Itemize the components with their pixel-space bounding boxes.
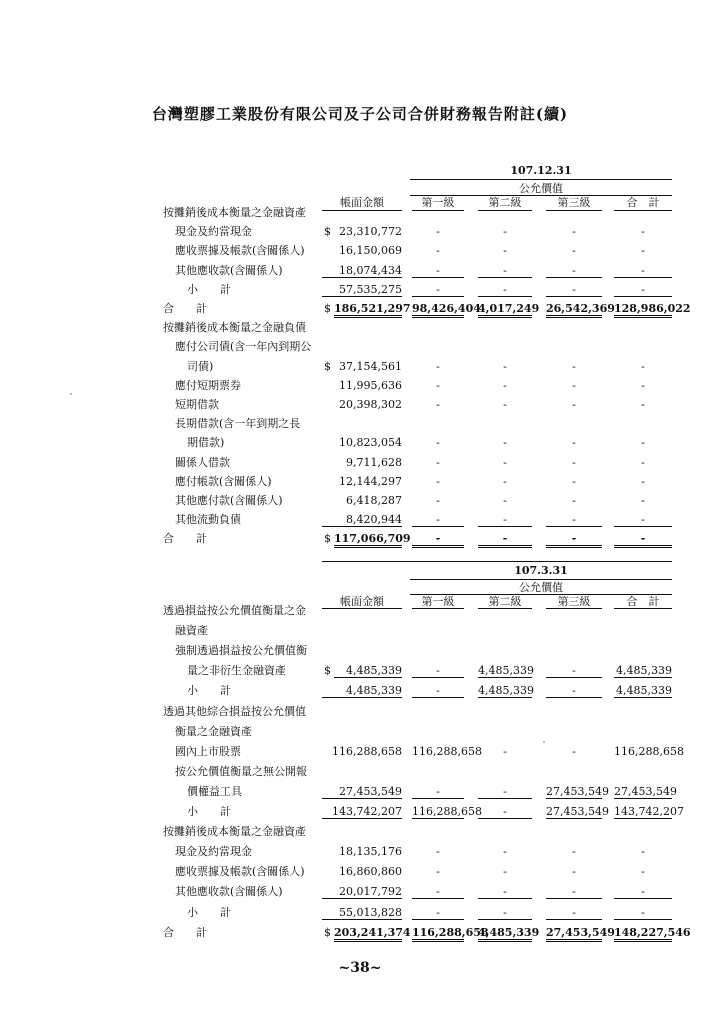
carrying-amount-cell: 12,144,297 [339, 474, 402, 488]
page-number: ~38~ [338, 960, 382, 976]
level3-cell: - [572, 436, 576, 450]
dollar-sign: $ [324, 225, 331, 239]
table-row [0, 376, 720, 395]
level3-cell: 27,453,549 [546, 923, 602, 942]
carrying-amount-cell [322, 621, 402, 637]
total-cell: - [614, 882, 672, 899]
carrying-amount-cell [322, 702, 402, 718]
level1-cell [412, 641, 464, 657]
level2-cell: - [503, 436, 507, 450]
level1-cell: - [436, 378, 440, 392]
level3-cell: - [572, 359, 576, 373]
level3-cell: - [546, 661, 602, 678]
level3-cell: - [572, 225, 576, 239]
level1-cell: - [436, 474, 440, 488]
level1-cell [412, 762, 464, 778]
level3-cell: - [572, 378, 576, 392]
table-row [0, 222, 720, 241]
level2-cell [478, 641, 532, 657]
carrying-amount-cell: 18,135,176 [339, 845, 402, 859]
carrying-amount-cell: 37,154,561 [339, 359, 402, 373]
total-cell [614, 318, 672, 334]
total-cell [614, 641, 672, 657]
total-cell: 4,485,339 [614, 681, 672, 698]
row-label: 透過其他綜合損益按公允價值 [163, 704, 306, 718]
carrying-amount-cell: 6,418,287 [346, 494, 402, 507]
row-label: 應付公司債(含一年內到期公 [175, 340, 312, 354]
header-rule [322, 561, 672, 562]
row-label: 價權益工具 [187, 784, 242, 798]
total-cell [614, 203, 672, 219]
level1-cell [412, 601, 464, 617]
total-cell [614, 702, 672, 718]
level3-cell: 26,542,369 [546, 299, 602, 318]
level1-cell: 98,426,404 [412, 299, 464, 318]
row-label: 其他應付款(含關係人) [175, 494, 283, 507]
total-cell: - [614, 261, 672, 278]
row-label: 融資產 [175, 624, 208, 638]
level1-cell: 116,288,658 [412, 802, 464, 819]
carrying-amount-cell [322, 822, 402, 838]
level3-cell: - [546, 280, 602, 297]
level2-cell: - [478, 529, 532, 548]
level3-cell: - [572, 845, 576, 859]
total-cell: - [641, 359, 645, 373]
level2-cell [478, 337, 532, 353]
row-label: 合 計 [163, 302, 207, 315]
table-row [0, 621, 720, 640]
row-label: 關係人借款 [175, 455, 230, 469]
row-label: 按公允價值衡量之無公開報 [175, 764, 307, 778]
row-label: 應收票據及帳款(含關係人) [175, 244, 305, 258]
total-cell: - [641, 378, 645, 392]
carrying-amount-cell: 16,860,860 [339, 865, 402, 879]
level2-cell: - [503, 378, 507, 392]
carrying-amount-cell: 55,013,828 [322, 903, 402, 920]
table-row [0, 241, 720, 260]
table-row [0, 529, 720, 548]
total-cell: - [614, 280, 672, 297]
row-label: 按攤銷後成本衡量之金融負債 [163, 321, 306, 335]
row-label: 現金及約當現金 [175, 845, 252, 859]
level2-cell: - [503, 474, 507, 488]
row-label: 短期借款 [175, 398, 219, 411]
total-cell: - [641, 845, 645, 859]
level1-cell: - [436, 845, 440, 859]
table-row [0, 782, 720, 801]
table-row [0, 862, 720, 881]
row-label: 衡量之金融資產 [175, 724, 252, 738]
table-row [0, 661, 720, 680]
dollar-sign: $ [324, 925, 331, 939]
carrying-amount-cell: 203,241,374 [334, 923, 402, 942]
row-label: 小 計 [187, 805, 231, 818]
carrying-amount-cell: 186,521,297 [334, 299, 402, 318]
level1-cell: - [436, 398, 440, 411]
carrying-amount-cell: 143,742,207 [322, 802, 402, 819]
row-label: 強制透過損益按公允價值衡 [175, 644, 307, 658]
level3-header: 第三級 [557, 595, 591, 608]
carrying-amount-cell: 57,535,275 [322, 280, 402, 297]
total-cell: - [641, 455, 645, 469]
table-row [0, 203, 720, 222]
fair-value-header: 公允價值 [519, 182, 563, 195]
level3-cell: 27,453,549 [546, 782, 602, 799]
total-cell: 128,986,022 [614, 299, 672, 318]
table-row [0, 822, 720, 841]
level1-cell: - [412, 510, 464, 527]
level1-cell: - [436, 359, 440, 373]
total-cell: - [641, 474, 645, 488]
total-header: 合 計 [626, 595, 660, 608]
level3-cell [546, 601, 602, 617]
level2-cell: 4,485,339 [478, 661, 532, 678]
level2-cell: 4,485,339 [478, 681, 532, 698]
carrying-amount-cell [322, 203, 402, 219]
level1-cell: - [412, 903, 464, 920]
total-cell: - [641, 225, 645, 239]
table-row [0, 923, 720, 942]
table-row [0, 453, 720, 472]
level3-cell: - [572, 865, 576, 879]
carrying-amount-cell: 117,066,709 [334, 529, 402, 548]
level2-cell: - [478, 782, 532, 799]
level3-cell: - [546, 903, 602, 920]
row-label: 按攤銷後成本衡量之金融資產 [163, 206, 306, 219]
level1-cell: 116,288,658 [412, 923, 464, 942]
level1-cell [412, 318, 464, 334]
level1-cell [412, 722, 464, 738]
level3-cell: - [546, 261, 602, 278]
carrying-amount-cell: 20,017,792 [322, 882, 402, 899]
dollar-sign: $ [324, 302, 331, 315]
total-cell [614, 762, 672, 778]
level2-cell: - [503, 845, 507, 859]
level3-cell: - [572, 494, 576, 507]
total-cell: - [641, 244, 645, 258]
level3-cell: - [572, 244, 576, 258]
carrying-amount-cell [322, 318, 402, 334]
level2-cell [478, 203, 532, 219]
total-cell: - [641, 436, 645, 450]
row-label: 司債) [187, 359, 214, 373]
row-label: 其他流動負債 [175, 513, 241, 527]
level1-cell: - [412, 681, 464, 698]
total-cell: 148,227,546 [614, 923, 672, 942]
carrying-amount-cell [322, 601, 402, 617]
carrying-amount-cell: 18,074,434 [322, 261, 402, 278]
level3-cell [546, 414, 602, 430]
table-row [0, 261, 720, 280]
carrying-amount-cell [322, 722, 402, 738]
total-cell: - [614, 510, 672, 527]
total-cell: - [614, 903, 672, 920]
level2-cell [478, 621, 532, 637]
level2-cell: - [503, 398, 507, 411]
level1-cell: - [412, 882, 464, 899]
level2-cell: - [478, 261, 532, 278]
level2-cell: - [478, 802, 532, 819]
table-row [0, 641, 720, 660]
level2-cell [478, 414, 532, 430]
level3-cell: - [546, 681, 602, 698]
scan-speck [70, 393, 72, 395]
total-cell: - [641, 865, 645, 879]
row-label: 現金及約當現金 [175, 225, 252, 239]
level1-cell: - [436, 865, 440, 879]
carrying-amount-cell: 4,485,339 [334, 661, 402, 678]
level2-cell [478, 702, 532, 718]
total-cell [614, 822, 672, 838]
level2-cell [478, 762, 532, 778]
level2-cell [478, 601, 532, 617]
total-header: 合 計 [626, 196, 660, 209]
level1-cell [412, 337, 464, 353]
level2-cell: - [503, 865, 507, 879]
total-cell: - [641, 494, 645, 507]
level2-cell: - [503, 225, 507, 239]
carrying-amount-cell: 11,995,636 [339, 378, 402, 392]
level1-cell: - [436, 436, 440, 450]
level2-cell: - [478, 903, 532, 920]
level1-cell [412, 702, 464, 718]
row-label: 長期借款(含一年到期之長 [175, 417, 301, 431]
row-label: 應付短期票券 [175, 378, 241, 392]
carrying-amount-cell: 8,420,944 [322, 510, 402, 527]
carrying-amount-cell: 4,485,339 [322, 681, 402, 698]
level1-cell [412, 822, 464, 838]
row-label: 合 計 [163, 532, 207, 546]
table-row [0, 681, 720, 700]
table-row [0, 472, 720, 491]
carrying-amount-cell [322, 762, 402, 778]
level1-cell: - [412, 661, 464, 678]
level2-cell: - [478, 510, 532, 527]
row-label: 量之非衍生金融資產 [187, 664, 286, 678]
level1-cell [412, 414, 464, 430]
level3-cell [546, 641, 602, 657]
carrying-amount-cell [322, 641, 402, 657]
row-label: 小 計 [187, 282, 231, 296]
level2-header: 第二級 [488, 196, 522, 209]
level2-cell: - [503, 744, 507, 758]
total-cell [614, 414, 672, 430]
table-row [0, 414, 720, 433]
table-row [0, 742, 720, 761]
level2-cell: - [503, 455, 507, 469]
level3-header: 第三級 [557, 196, 591, 209]
level2-cell: - [503, 494, 507, 507]
level1-cell [412, 621, 464, 637]
level2-cell: 4,485,339 [478, 923, 532, 942]
carrying-amount-cell: 20,398,302 [339, 398, 402, 411]
total-cell: 4,485,339 [614, 661, 672, 678]
row-label: 透過損益按公允價值衡量之金 [163, 604, 306, 617]
row-label: 其他應收款(含關係人) [175, 885, 283, 899]
dollar-sign: $ [324, 664, 331, 678]
level1-cell: - [412, 261, 464, 278]
level1-header: 第一級 [421, 595, 455, 608]
dollar-sign: $ [324, 359, 331, 373]
carrying-amount-cell: 116,288,658 [332, 744, 402, 758]
level3-cell: - [546, 510, 602, 527]
table-row [0, 722, 720, 741]
total-cell: 116,288,658 [614, 744, 684, 758]
table-row [0, 762, 720, 781]
level2-cell: - [478, 882, 532, 899]
carrying-amount-cell: 27,453,549 [322, 782, 402, 799]
table-row [0, 491, 720, 510]
carrying-amount-cell: 16,150,069 [339, 244, 402, 258]
fair-value-header: 公允價值 [519, 581, 563, 594]
level3-cell [546, 722, 602, 738]
row-label: 應付帳款(含關係人) [175, 474, 272, 488]
level1-cell: - [436, 225, 440, 239]
total-cell: 143,742,207 [614, 802, 672, 819]
level3-cell [546, 822, 602, 838]
table-row [0, 882, 720, 901]
level2-cell [478, 722, 532, 738]
table-row [0, 510, 720, 529]
level3-cell: - [572, 455, 576, 469]
page-title: 台灣塑膠工業股份有限公司及子公司合併財務報告附註(續) [151, 105, 569, 123]
carrying-amount-header: 帳面金額 [340, 595, 384, 608]
carrying-amount-cell: 23,310,772 [339, 225, 402, 239]
period-label: 107.3.31 [514, 564, 568, 577]
level1-cell: - [412, 280, 464, 297]
table-row [0, 299, 720, 318]
carrying-amount-cell: 10,823,054 [339, 436, 402, 450]
carrying-amount-cell: 9,711,628 [346, 455, 402, 469]
table-row [0, 395, 720, 414]
row-label: 期借款) [187, 436, 225, 450]
level1-cell: - [436, 244, 440, 258]
row-label: 應收票據及帳款(含關係人) [175, 865, 305, 879]
level1-header: 第一級 [421, 196, 455, 209]
level3-cell [546, 203, 602, 219]
level3-cell [546, 318, 602, 334]
level3-cell [546, 337, 602, 353]
row-label: 小 計 [187, 905, 231, 919]
level3-cell: - [572, 744, 576, 758]
level2-header: 第二級 [488, 595, 522, 608]
level1-cell: - [412, 529, 464, 548]
period-label: 107.12.31 [510, 164, 572, 177]
level3-cell: - [572, 398, 576, 411]
row-label: 按攤銷後成本衡量之金融資產 [163, 825, 306, 839]
total-cell: - [614, 529, 672, 548]
table-row [0, 337, 720, 356]
row-label: 合 計 [163, 925, 207, 939]
level3-cell [546, 762, 602, 778]
level3-cell [546, 621, 602, 637]
row-label: 國內上市股票 [175, 744, 241, 758]
total-cell [614, 621, 672, 637]
table-row [0, 433, 720, 452]
level3-cell: - [546, 882, 602, 899]
level1-cell: - [412, 782, 464, 799]
row-label: 小 計 [187, 684, 231, 698]
level2-cell: 4,017,249 [478, 299, 532, 318]
table-row [0, 318, 720, 337]
level3-cell [546, 702, 602, 718]
total-cell: 27,453,549 [614, 782, 672, 799]
level2-cell: - [478, 280, 532, 297]
level1-cell: 116,288,658 [412, 744, 482, 758]
dollar-sign: $ [324, 532, 331, 546]
table-row [0, 702, 720, 721]
table-row [0, 601, 720, 620]
total-cell [614, 337, 672, 353]
level2-cell [478, 318, 532, 334]
level2-cell [478, 822, 532, 838]
row-label: 其他應收款(含關係人) [175, 263, 283, 277]
level3-cell: - [572, 474, 576, 488]
level1-cell: - [436, 494, 440, 507]
total-cell [614, 722, 672, 738]
level1-cell [412, 203, 464, 219]
carrying-amount-cell [322, 337, 402, 353]
level2-cell: - [503, 244, 507, 258]
level2-cell: - [503, 359, 507, 373]
scan-speck [543, 741, 545, 743]
table-row [0, 280, 720, 299]
level3-cell: - [546, 529, 602, 548]
table-row [0, 802, 720, 821]
total-cell [614, 601, 672, 617]
total-cell: - [641, 398, 645, 411]
level1-cell: - [436, 455, 440, 469]
table-row [0, 842, 720, 861]
table-row [0, 903, 720, 922]
carrying-amount-cell [322, 414, 402, 430]
table-row [0, 357, 720, 376]
level3-cell: 27,453,549 [546, 802, 602, 819]
carrying-amount-header: 帳面金額 [340, 196, 384, 209]
